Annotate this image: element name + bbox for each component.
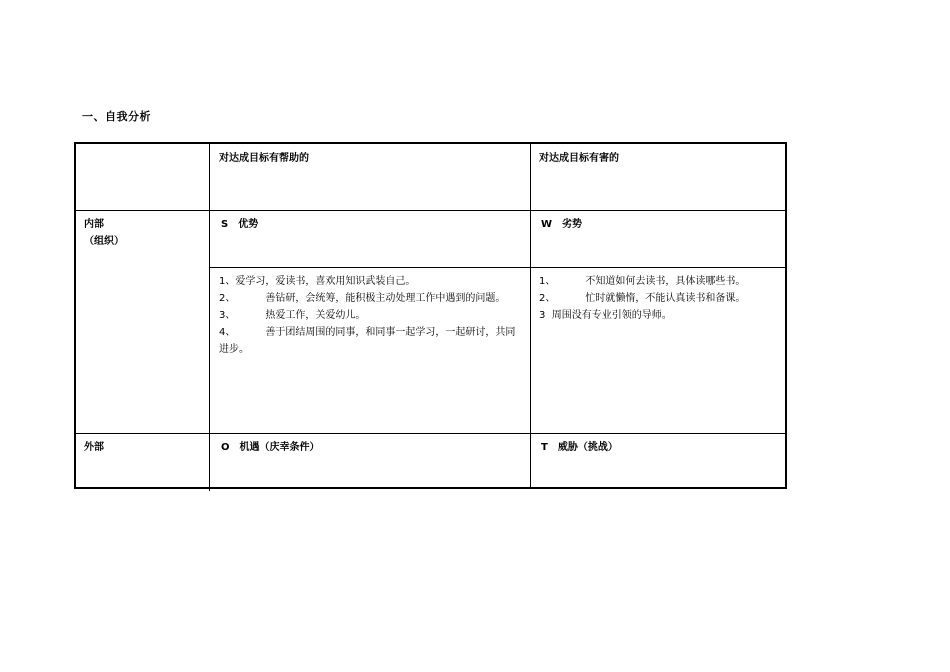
- list-item: [219, 290, 524, 307]
- list-item-text: 不知道如何去读书，具体读哪些书。: [585, 276, 746, 287]
- section-heading: 一、自我分析: [82, 110, 151, 123]
- list-item-number: 2、: [219, 293, 236, 304]
- row-label-internal-text: 内部: [84, 219, 104, 230]
- list-item: [539, 290, 783, 307]
- list-item-number: 2、: [539, 293, 556, 304]
- threats-title: T 威胁（挑战）: [541, 442, 618, 453]
- table-divider: [76, 433, 787, 434]
- list-item-number: 1、: [539, 276, 556, 287]
- list-item-text: 忙时就懒惰，不能认真读书和备课。: [585, 293, 746, 304]
- swot-table: [74, 142, 787, 489]
- list-item-number: 1、: [219, 276, 236, 287]
- column-header-helpful: 对达成目标有帮助的: [219, 153, 309, 164]
- weaknesses-list: [539, 273, 783, 324]
- list-item-text: 善于团结周围的同事，和同事一起学习，一起研讨，共同进步。: [219, 327, 516, 355]
- table-divider: [530, 144, 531, 487]
- row-label-internal: [84, 216, 124, 250]
- list-item-number: 3: [539, 310, 546, 321]
- row-label-internal-sub: （组织）: [84, 236, 124, 247]
- list-item: [219, 307, 524, 324]
- list-item: [219, 324, 524, 358]
- list-item-number: 4、: [219, 327, 236, 338]
- table-divider: [76, 210, 787, 211]
- opportunities-title: O 机遇（庆幸条件）: [221, 442, 320, 453]
- list-item: [539, 307, 783, 324]
- list-item-text: 善钻研，会统筹，能积极主动处理工作中遇到的问题。: [265, 293, 506, 304]
- list-item: [539, 273, 783, 290]
- weaknesses-title: W 劣势: [541, 219, 583, 230]
- list-item-number: 3、: [219, 310, 236, 321]
- strengths-list: [219, 273, 524, 358]
- column-header-harmful: 对达成目标有害的: [539, 153, 619, 164]
- list-item-text: 热爱工作，关爱幼儿。: [265, 310, 366, 321]
- strengths-title: S 优势: [221, 219, 259, 230]
- list-item-text: 周围没有专业引领的导师。: [551, 310, 672, 321]
- list-item-text: 爱学习，爱读书，喜欢用知识武装自己。: [235, 276, 416, 287]
- table-divider: [209, 267, 787, 268]
- row-label-external: 外部: [84, 442, 104, 453]
- table-divider: [209, 144, 210, 491]
- list-item: [219, 273, 524, 290]
